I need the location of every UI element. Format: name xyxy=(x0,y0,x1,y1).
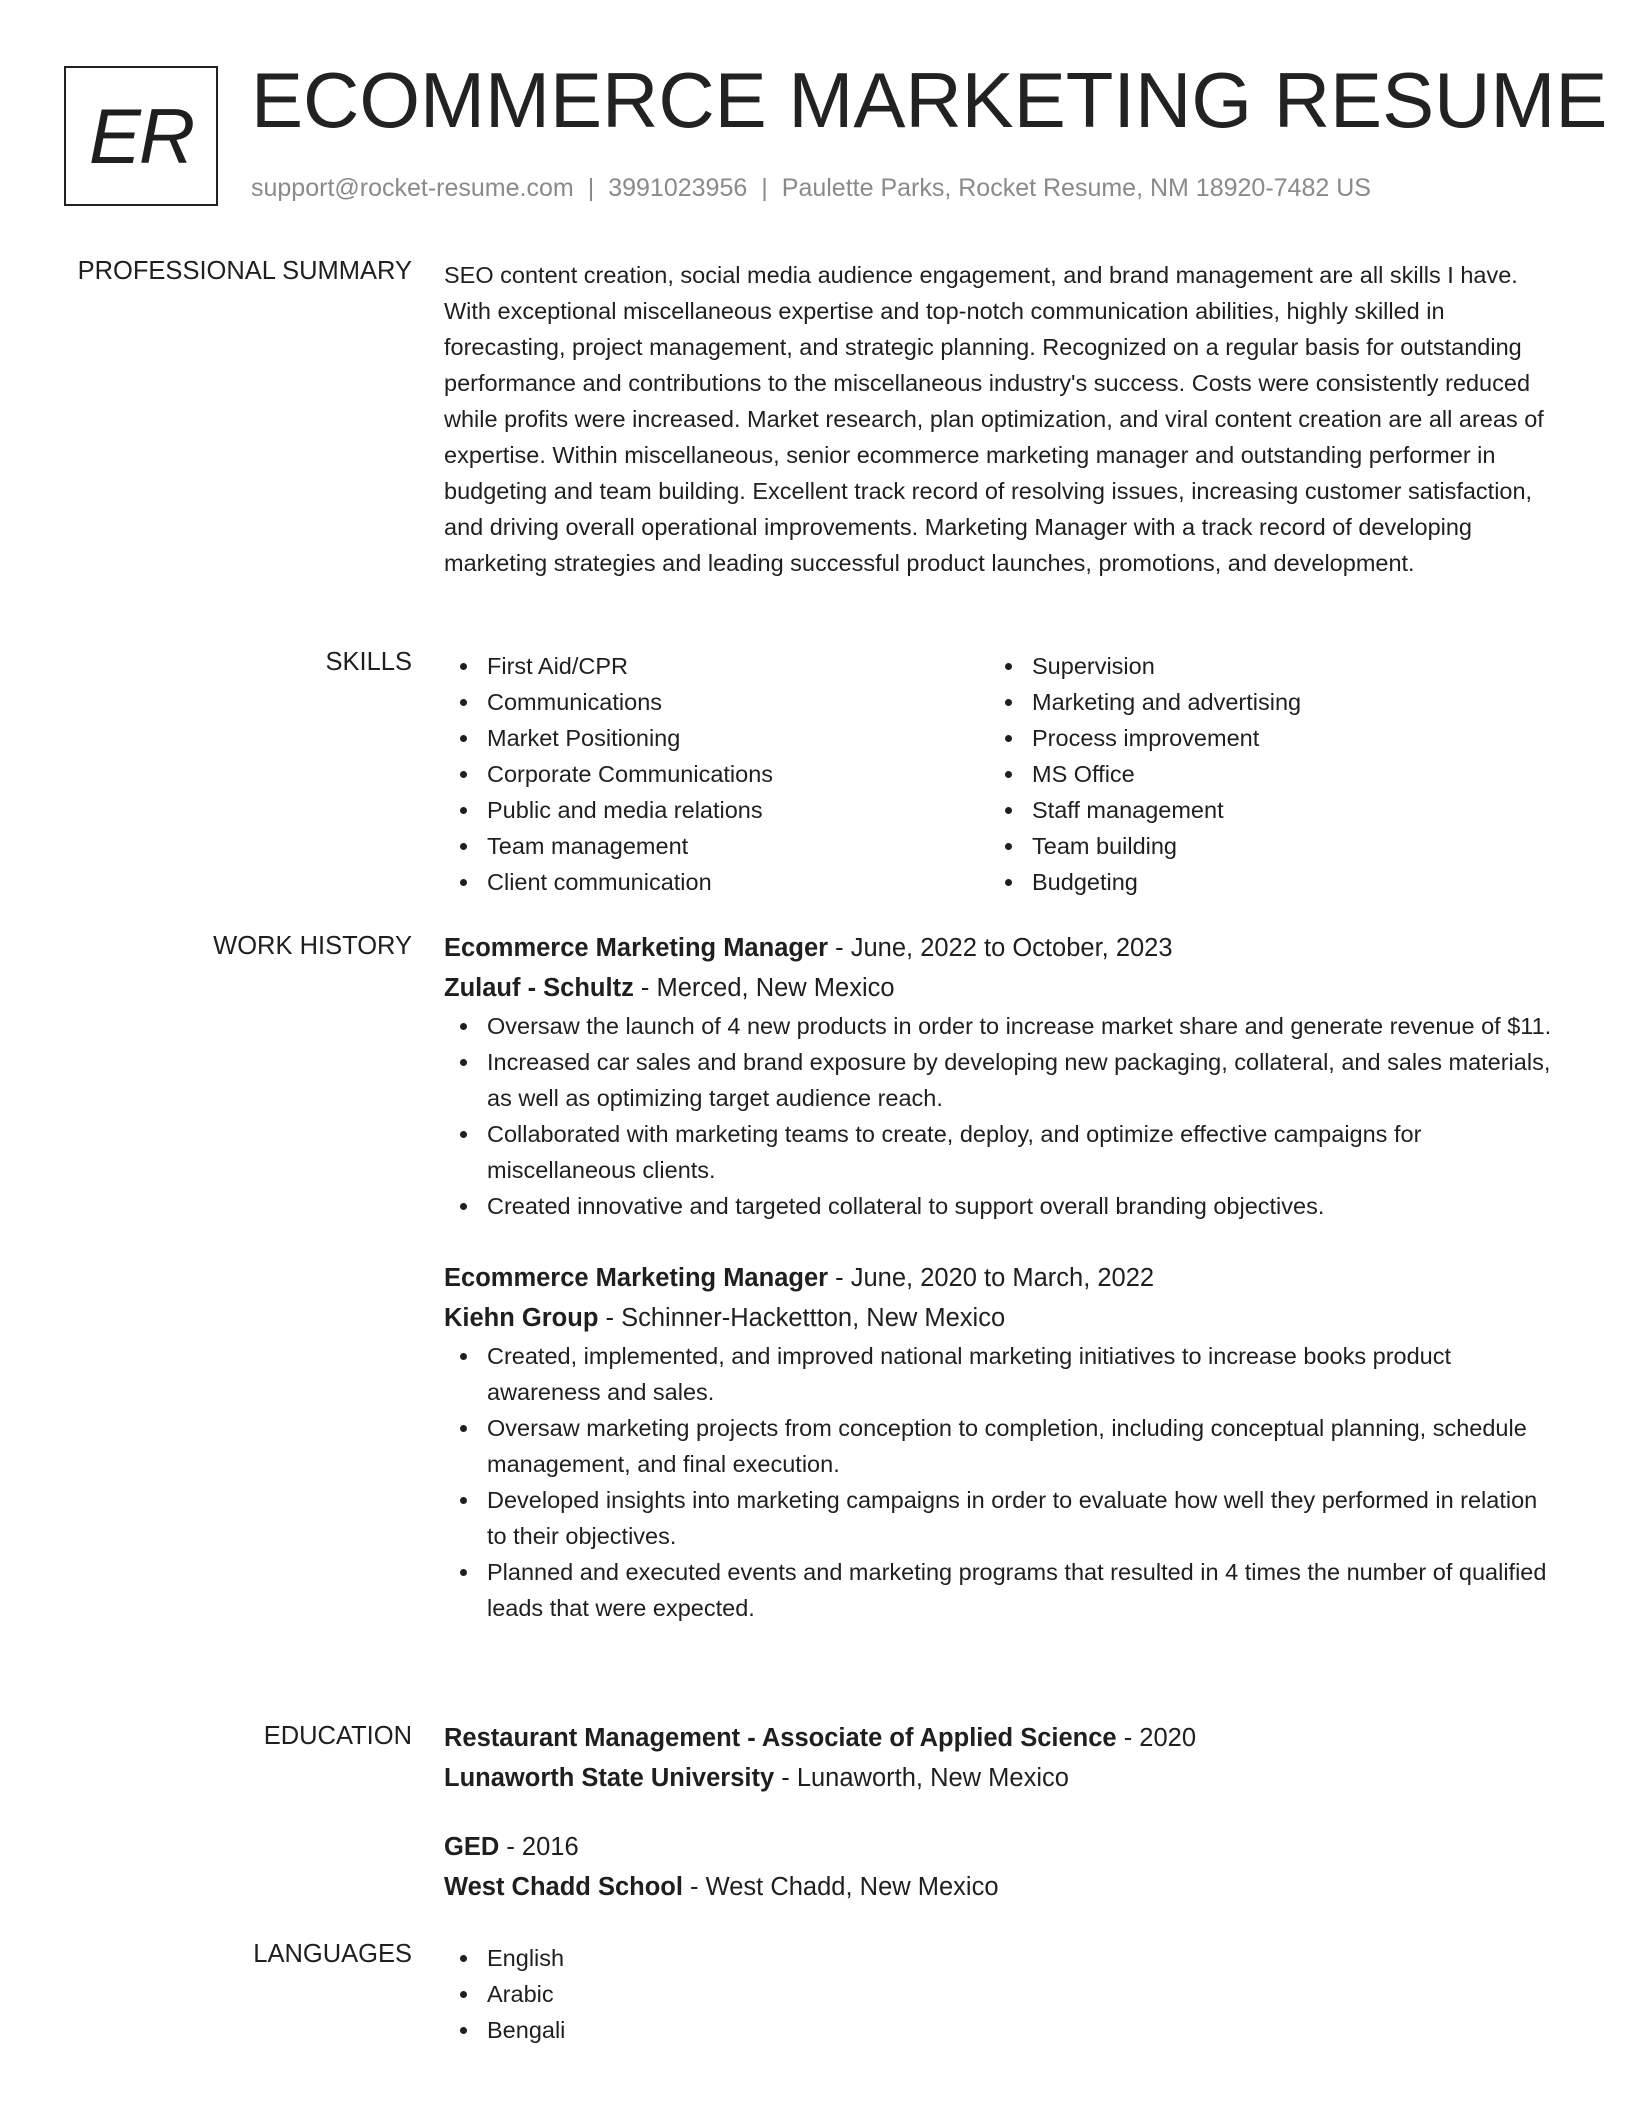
education-school-line xyxy=(444,1758,1559,1798)
job-bullets xyxy=(444,1008,1559,1224)
job-title-line xyxy=(444,928,1559,968)
section-body xyxy=(444,1718,1559,1907)
skill-item: Staff management xyxy=(989,792,1534,828)
education-location: - Lunaworth, New Mexico xyxy=(774,1764,1069,1792)
job-company: Zulauf - Schultz xyxy=(444,974,634,1002)
education-degree: GED xyxy=(444,1833,500,1861)
section-body xyxy=(444,1940,1559,2048)
section-body xyxy=(444,257,1559,581)
contact-separator: | xyxy=(761,174,768,202)
section-body xyxy=(444,928,1559,1626)
summary-text: SEO content creation, social media audience engagement, and brand management are all skills I have. With exceptional miscellaneous expertise and top-notch communication abilities, highly skilled in forecasting, project management, and strategic planning. Recognized on a regular basis for outstanding performance and contributions to the miscellaneous industry's success. Costs were consistently reduced while profits were increased. Market research, plan optimization, and viral content creation are all areas of expertise. Within miscellaneous, senior ecommerce marketing manager and outstanding performer in budgeting and team building. Excellent track record of resolving issues, increasing customer satisfaction, and driving overall operational improvements. Marketing Manager with a track record of developing marketing strategies and leading successful product launches, promotions, and development. xyxy=(444,262,1544,576)
skill-item: Process improvement xyxy=(989,720,1534,756)
job-title-line xyxy=(444,1258,1559,1298)
skill-item: Team management xyxy=(444,828,989,864)
education-school: West Chadd School xyxy=(444,1873,683,1901)
job-bullets xyxy=(444,1338,1559,1626)
education-entry xyxy=(444,1718,1559,1798)
monogram-logo xyxy=(64,66,218,206)
job-bullet: Collaborated with marketing teams to create, deploy, and optimize effective campaigns for miscellaneous clients. xyxy=(444,1116,1559,1188)
skills-column xyxy=(989,648,1534,900)
skill-item: Public and media relations xyxy=(444,792,989,828)
education-degree-line xyxy=(444,1827,1559,1867)
contact-separator: | xyxy=(587,174,595,202)
job-bullet: Created, implemented, and improved national marketing initiatives to increase books product awareness and sales. xyxy=(444,1338,1559,1410)
section-label: WORK HISTORY xyxy=(213,932,412,960)
contact-phone[interactable]: 3991023956 xyxy=(608,174,748,202)
job-company-line xyxy=(444,968,1559,1008)
skills-column xyxy=(444,648,989,900)
job-bullet: Created innovative and targeted collateral to support overall branding objectives. xyxy=(444,1188,1559,1224)
skill-item: Market Positioning xyxy=(444,720,989,756)
language-item: Bengali xyxy=(444,2012,1559,2048)
section-label: LANGUAGES xyxy=(253,1940,412,1968)
language-item: Arabic xyxy=(444,1976,1559,2012)
resume-title: ECOMMERCE MARKETING RESUME xyxy=(251,56,1608,144)
languages-list xyxy=(444,1940,1559,2048)
job-bullet: Developed insights into marketing campaigns in order to evaluate how well they performed in relation to their objectives. xyxy=(444,1482,1559,1554)
contact-line xyxy=(251,174,1371,203)
skill-item: Team building xyxy=(989,828,1534,864)
contact-address: Paulette Parks, Rocket Resume, NM 18920-7482 US xyxy=(781,174,1371,202)
skill-item: Client communication xyxy=(444,864,989,900)
job-company-line xyxy=(444,1298,1559,1338)
skills-grid xyxy=(444,648,1559,900)
education-school-line xyxy=(444,1867,1559,1907)
section-label: EDUCATION xyxy=(263,1722,412,1750)
skill-item: MS Office xyxy=(989,756,1534,792)
skill-item: Marketing and advertising xyxy=(989,684,1534,720)
education-degree-line xyxy=(444,1718,1559,1758)
job-bullet: Oversaw marketing projects from conception to completion, including conceptual planning, schedule management, and final execution. xyxy=(444,1410,1559,1482)
section-label: SKILLS xyxy=(325,648,412,676)
skill-item: First Aid/CPR xyxy=(444,648,989,684)
section-label: PROFESSIONAL SUMMARY xyxy=(77,257,412,285)
job-location: - Merced, New Mexico xyxy=(633,974,895,1002)
job-title: Ecommerce Marketing Manager xyxy=(444,1264,829,1292)
skill-item: Supervision xyxy=(989,648,1534,684)
contact-email[interactable]: support@rocket-resume.com xyxy=(251,174,574,202)
education-degree: Restaurant Management - Associate of Applied Science xyxy=(444,1724,1117,1752)
job-title: Ecommerce Marketing Manager xyxy=(444,934,829,962)
job-entry xyxy=(444,928,1559,1224)
job-dates: - June, 2022 to October, 2023 xyxy=(828,934,1173,962)
job-company: Kiehn Group xyxy=(444,1304,599,1332)
education-school: Lunaworth State University xyxy=(444,1764,775,1792)
job-bullet: Planned and executed events and marketing programs that resulted in 4 times the number of qualified leads that were expected. xyxy=(444,1554,1559,1626)
education-year: - 2016 xyxy=(499,1833,579,1861)
job-dates: - June, 2020 to March, 2022 xyxy=(828,1264,1155,1292)
education-entry xyxy=(444,1827,1559,1907)
job-entry xyxy=(444,1258,1559,1626)
job-bullet: Oversaw the launch of 4 new products in order to increase market share and generate revenue of $11. xyxy=(444,1008,1559,1044)
skill-item: Corporate Communications xyxy=(444,756,989,792)
education-location: - West Chadd, New Mexico xyxy=(682,1873,999,1901)
job-bullet: Increased car sales and brand exposure by developing new packaging, collateral, and sales materials, as well as optimizing target audience reach. xyxy=(444,1044,1559,1116)
education-year: - 2020 xyxy=(1116,1724,1197,1752)
monogram-initials: ER xyxy=(88,91,194,180)
job-location: - Schinner-Hackettton, New Mexico xyxy=(598,1304,1006,1332)
language-item: English xyxy=(444,1940,1559,1976)
skill-item: Communications xyxy=(444,684,989,720)
skill-item: Budgeting xyxy=(989,864,1534,900)
